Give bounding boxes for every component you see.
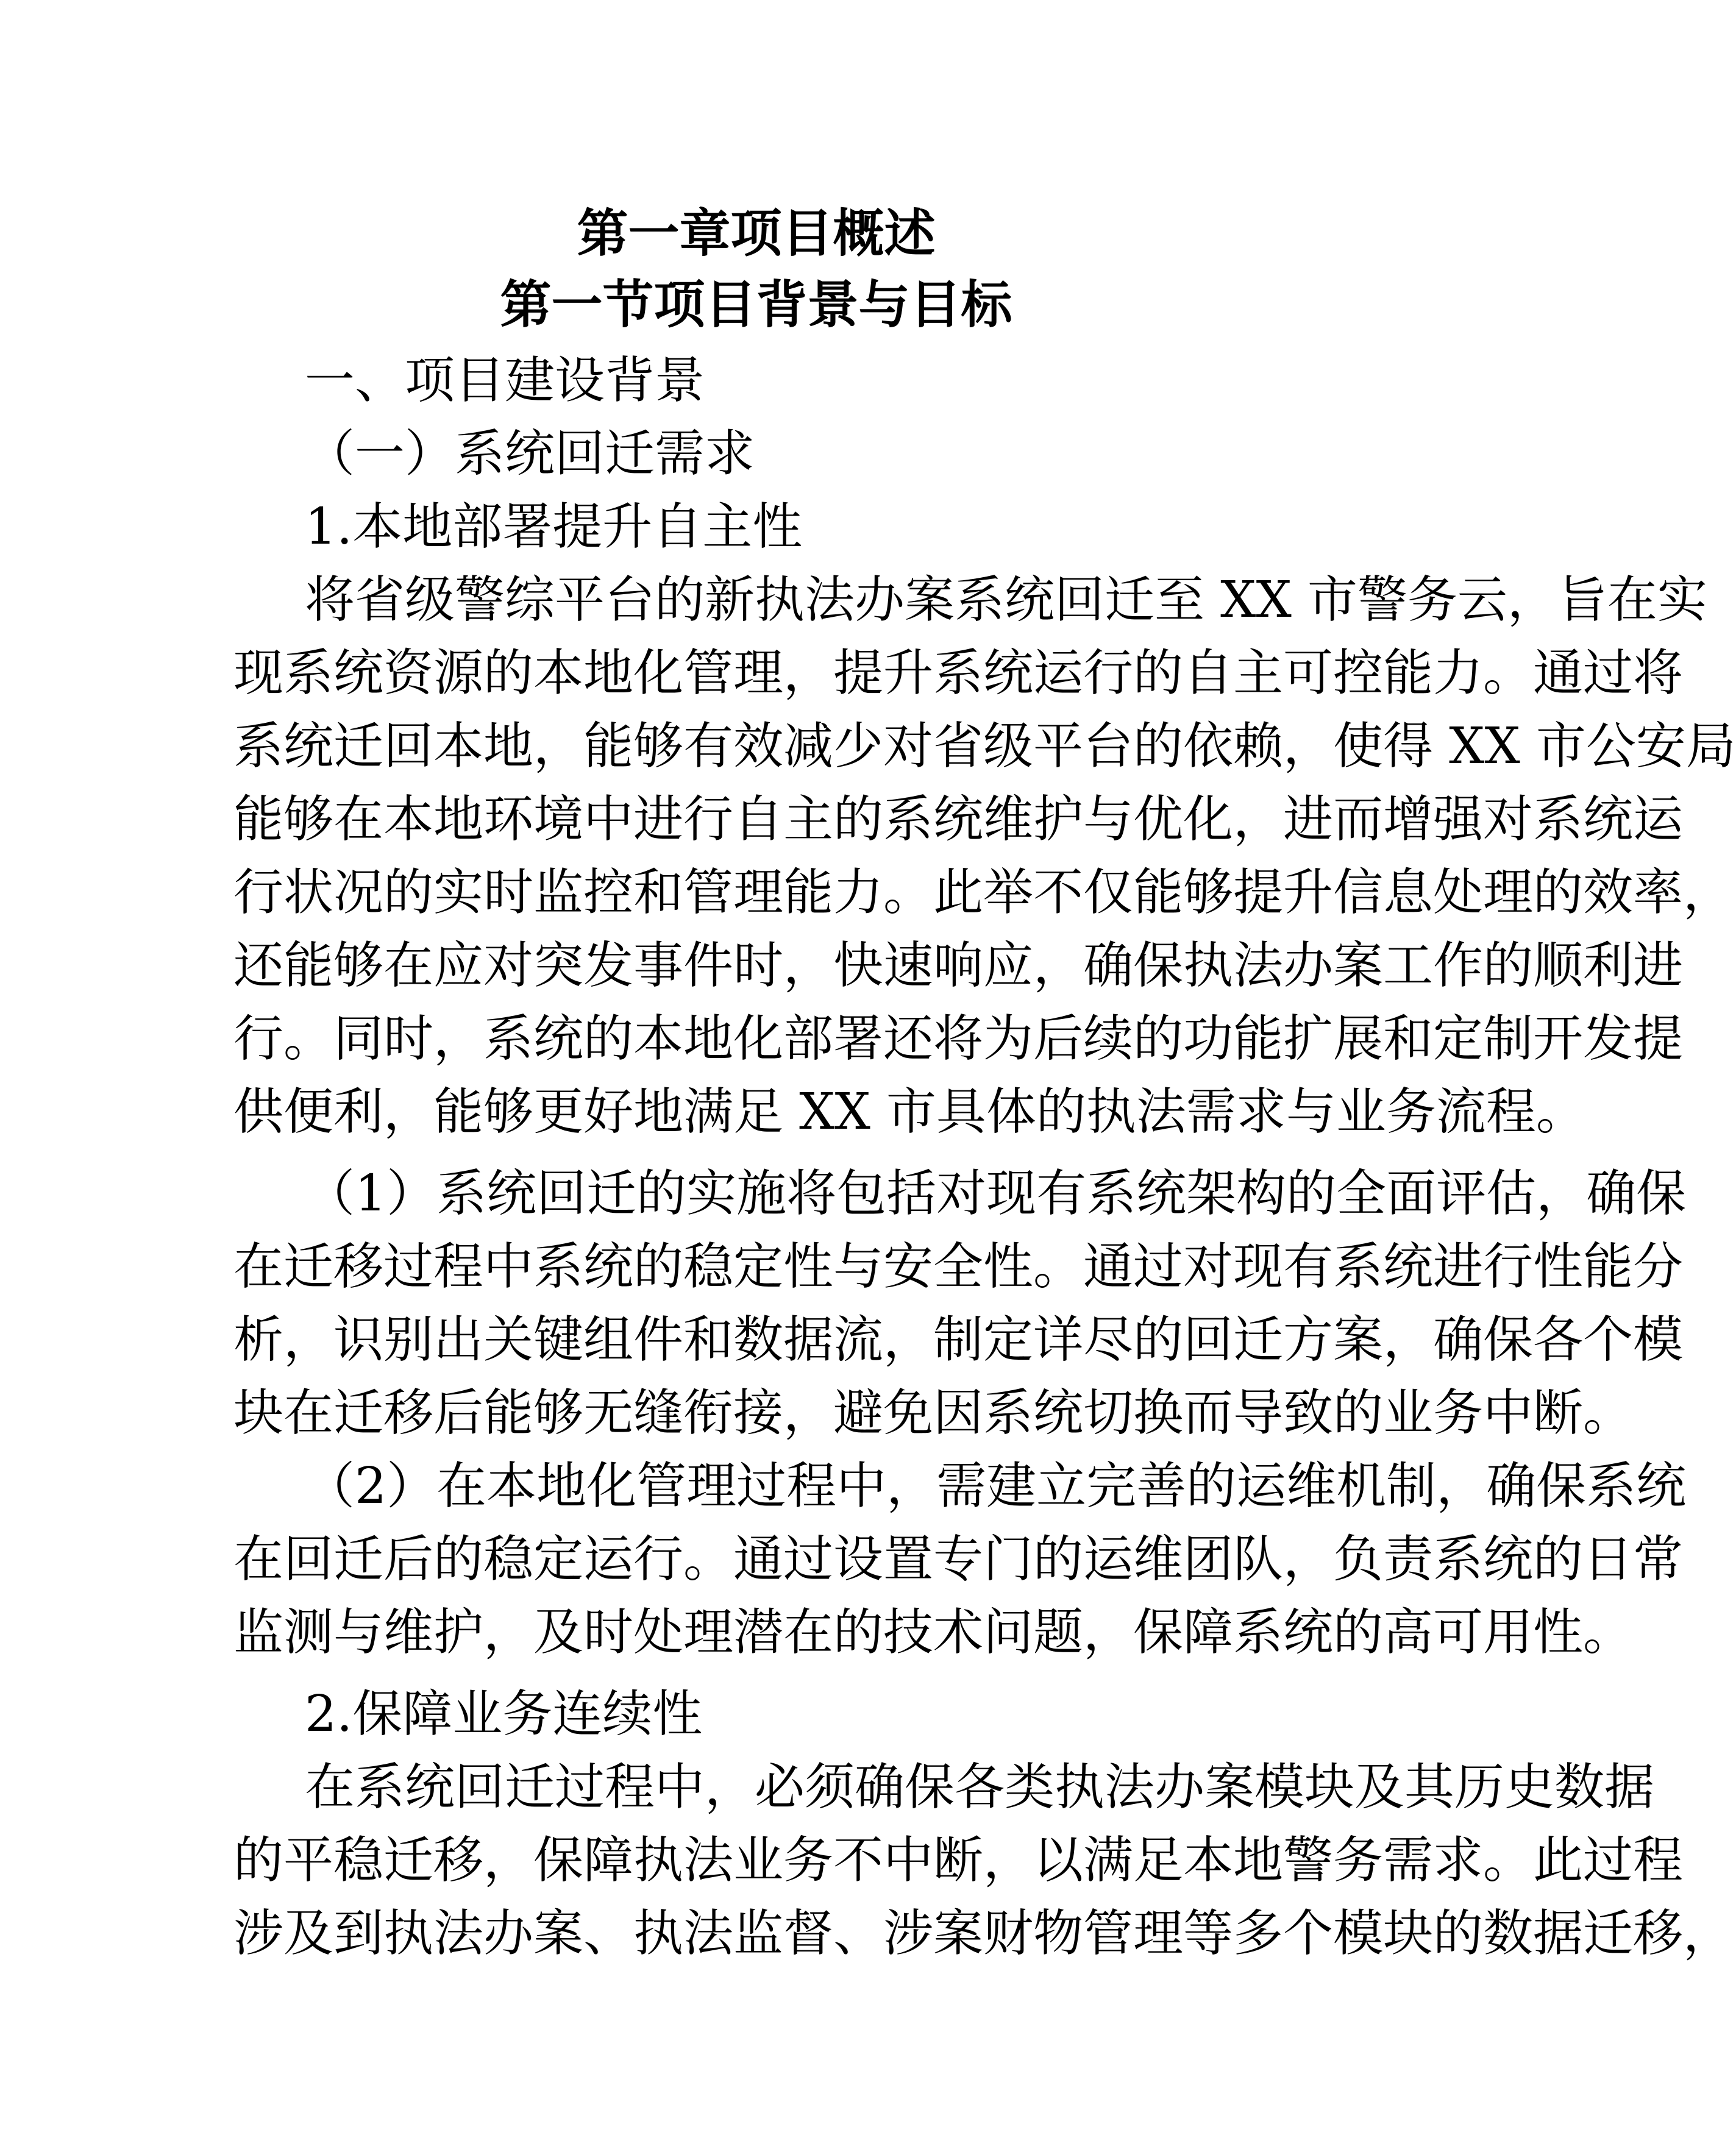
paragraph-line: （1）系统回迁的实施将包括对现有系统架构的全面评估，确保 — [305, 1165, 1687, 1223]
paragraph-line: 的平稳迁移，保障执法业务不中断，以满足本地警务需求。此过程 — [233, 1831, 1684, 1889]
chapter-title: 第一章项目概述 — [577, 203, 936, 263]
paragraph-line: 块在迁移后能够无缝衔接，避免因系统切换而导致的业务中断。 — [233, 1384, 1634, 1442]
heading-level-3: 1.本地部署提升自主性 — [305, 498, 803, 556]
heading-level-2: （一）系统回迁需求 — [305, 425, 755, 483]
paragraph-line: 还能够在应对突发事件时，快速响应，确保执法办案工作的顺利进 — [233, 937, 1684, 995]
paragraph — [233, 1751, 1734, 1970]
paragraph-line: 行。同时，系统的本地化部署还将为后续的功能扩展和定制开发提 — [233, 1010, 1684, 1068]
paragraph — [233, 564, 1736, 1149]
paragraph-line: 在系统回迁过程中，必须确保各类执法办案模块及其历史数据 — [305, 1758, 1655, 1816]
paragraph-line: 在迁移过程中系统的稳定性与安全性。通过对现有系统进行性能分 — [233, 1238, 1684, 1296]
paragraph-line: 系统迁回本地，能够有效减少对省级平台的依赖，使得 XX 市公安局 — [233, 717, 1736, 775]
heading-level-3: 2.保障业务连续性 — [305, 1685, 703, 1743]
paragraph — [233, 1450, 1687, 1669]
paragraph — [233, 1157, 1687, 1450]
paragraph-line: 行状况的实时监控和管理能力。此举不仅能够提升信息处理的效率， — [233, 864, 1734, 922]
paragraph-line: 析，识别出关键组件和数据流，制定详尽的回迁方案，确保各个模 — [233, 1311, 1684, 1369]
paragraph-line: 在回迁后的稳定运行。通过设置专门的运维团队，负责系统的日常 — [233, 1530, 1684, 1588]
paragraph-line: 将省级警综平台的新执法办案系统回迁至 XX 市警务云，旨在实 — [305, 571, 1707, 629]
paragraph-line: 监测与维护，及时处理潜在的技术问题，保障系统的高可用性。 — [233, 1604, 1634, 1661]
document-body — [233, 344, 1736, 1970]
paragraph-line: （2）在本地化管理过程中，需建立完善的运维机制，确保系统 — [305, 1457, 1687, 1515]
heading-level-1: 一、项目建设背景 — [305, 352, 705, 410]
paragraph-line: 现系统资源的本地化管理，提升系统运行的自主可控能力。通过将 — [233, 644, 1684, 702]
paragraph-line: 涉及到执法办案、执法监督、涉案财物管理等多个模块的数据迁移， — [233, 1905, 1734, 1962]
section-title: 第一节项目背景与目标 — [500, 274, 1012, 335]
paragraph-line: 供便利，能够更好地满足 XX 市具体的执法需求与业务流程。 — [233, 1083, 1586, 1141]
paragraph-line: 能够在本地环境中进行自主的系统维护与优化，进而增强对系统运 — [233, 790, 1684, 848]
